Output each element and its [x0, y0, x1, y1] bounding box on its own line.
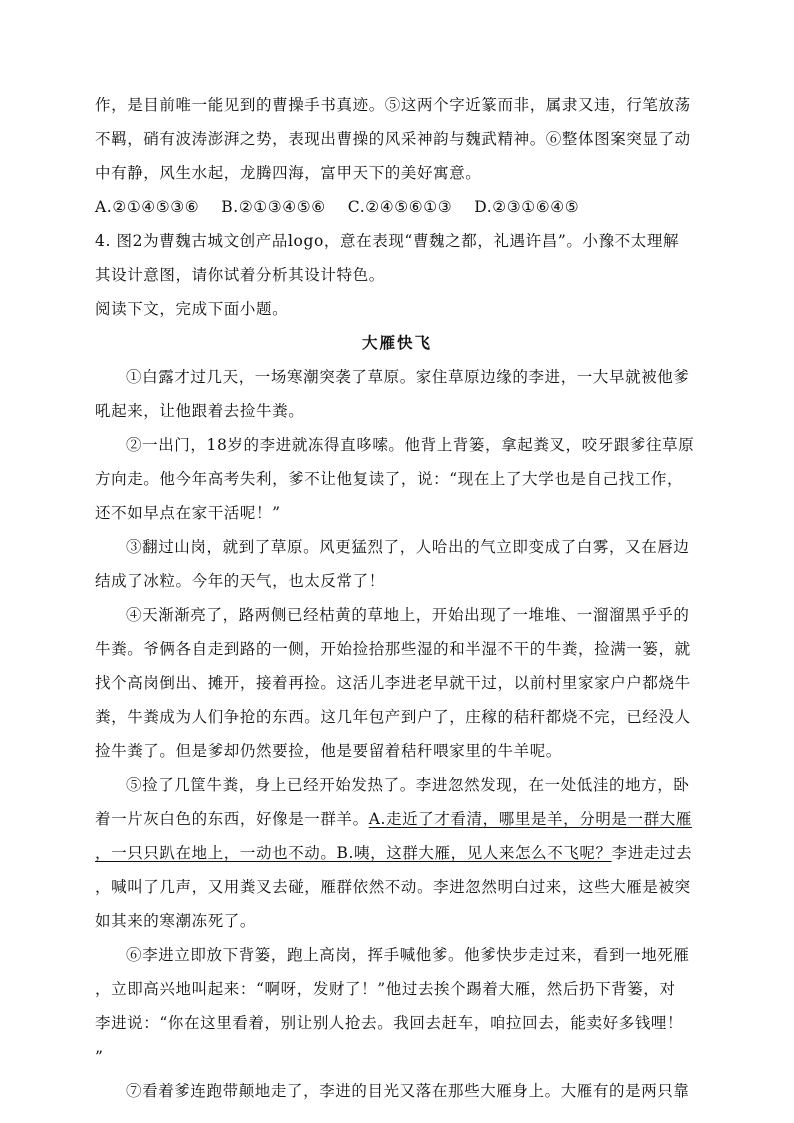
- text-line: ⑤捡了几筐牛粪，身上已经开始发热了。李进忽然发现，在一处低洼的地方，卧: [126, 776, 690, 794]
- text-line: 如其来的寒潮冻死了。: [95, 912, 257, 930]
- text-line: 作，是目前唯一能见到的曹操手书真迹。⑤这两个字近篆而非，属隶又违，行笔放荡: [95, 96, 691, 114]
- text-line: 不羁，硝有波涛澎湃之势，表现出曹操的风采神韵与魏武精神。⑥整体图案突显了动: [95, 130, 691, 148]
- text-line: ⑦看着爹连跑带颠地走了，李进的目光又落在那些大雁身上。大雁有的是两只靠: [126, 1082, 690, 1100]
- text-line: ⑥李进立即放下背篓，跑上高岗，挥手喊他爹。他爹快步走过来，看到一地死雁: [126, 946, 690, 964]
- text-line: 粪，牛粪成为人们争抢的东西。这几年包产到户了，庄稼的秸秆都烧不完，已经没人: [95, 708, 691, 726]
- option-a: A.②①④⑤③⑥: [95, 198, 200, 216]
- text-line: 找个高岗倒出、摊开，接着再捡。这活儿李进老早就干过，以前村里家家户户都烧牛: [95, 674, 691, 692]
- text-line: [95, 836, 699, 870]
- option-c: C.②④⑤⑥①③: [347, 198, 453, 216]
- story-title: 大雁快飞: [361, 333, 432, 352]
- plain-text: 着一片灰白色的东西，好像是一群羊。: [95, 810, 369, 828]
- reading-instruction: 阅读下文，完成下面小题。: [95, 300, 289, 318]
- paragraph-5: [95, 768, 699, 938]
- text-line: 方向走。他今年高考失利，爹不让他复读了，说：“现在上了大学也是自己找工作，: [95, 470, 684, 488]
- paragraph-1: [95, 360, 699, 428]
- previous-question-text: [95, 88, 699, 190]
- plain-text: 李进走过去: [611, 844, 693, 862]
- text-line: 4. 图2为曹魏古城文创产品logo，意在表现“曹魏之都，礼遇许昌”。小豫不太理解: [95, 232, 680, 250]
- text-line: ，喊叫了几声，又用粪叉去碰，雁群依然不动。李进忽然明白过来，这些大雁是被突: [95, 878, 691, 896]
- text-line: 捡牛粪了。但是爹却仍然要捡，他是要留着秸秆喂家里的牛羊呢。: [95, 742, 562, 760]
- paragraph-3: [95, 530, 699, 598]
- text-line: [95, 802, 699, 836]
- option-b: B.②①③④⑤⑥: [221, 198, 326, 216]
- text-line: 牛粪。爷俩各自走到路的一侧，开始捡拾那些湿的和半湿不干的牛粪，捡满一篓，就: [95, 640, 691, 658]
- answer-options: [95, 190, 699, 224]
- paragraph-7: [95, 1074, 699, 1108]
- underlined-sentence-b: ，一只只趴在地上，一动也不动。B.咦，这群大雁，见人来怎么不飞呢？: [95, 844, 612, 862]
- text-line: 吼起来，让他跟着去捡牛粪。: [95, 402, 305, 420]
- text-line: 其设计意图，请你试着分析其设计特色。: [95, 266, 385, 284]
- text-line: ③翻过山岗，就到了草原。风更猛烈了，人哈出的气立即变成了白雾，又在唇边: [126, 538, 690, 556]
- text-line: ①白露才过几天，一场寒潮突袭了草原。家住草原边缘的李进，一大早就被他爹: [126, 368, 690, 386]
- text-line: ④天渐渐亮了，路两侧已经枯黄的草地上，开始出现了一堆堆、一溜溜黑乎乎的: [126, 606, 690, 624]
- text-line: ，立即高兴地叫起来：“啊呀，发财了！”他过去挨个踢着大雁，然后扔下背篓，对: [95, 980, 676, 998]
- text-line: 还不如早点在家干活呢！”: [95, 504, 281, 522]
- paragraph-4: [95, 598, 699, 768]
- text-line: ”: [95, 1048, 104, 1066]
- text-line: ②一出门，18岁的李进就冻得直哆嗦。他背上背篓，拿起粪叉，咬牙跟爹往草原: [126, 436, 695, 454]
- option-d: D.②③①⑥④⑤: [474, 198, 580, 216]
- text-line: 结成了冰粒。今年的天气，也太反常了！: [95, 572, 385, 590]
- paragraph-6: [95, 938, 699, 1074]
- document-page: [95, 88, 699, 1108]
- underlined-sentence-a: A.走近了才看清，哪里是羊，分明是一群大雁: [368, 810, 692, 828]
- paragraph-2: [95, 428, 699, 530]
- question-4: [95, 224, 699, 292]
- text-line: 中有静，风生水起，龙腾四海，富甲天下的美好寓意。: [95, 164, 482, 182]
- text-line: 李进说：“你在这里看着，别让别人抢去。我回去赶车，咱拉回去，能卖好多钱哩！: [95, 1014, 684, 1032]
